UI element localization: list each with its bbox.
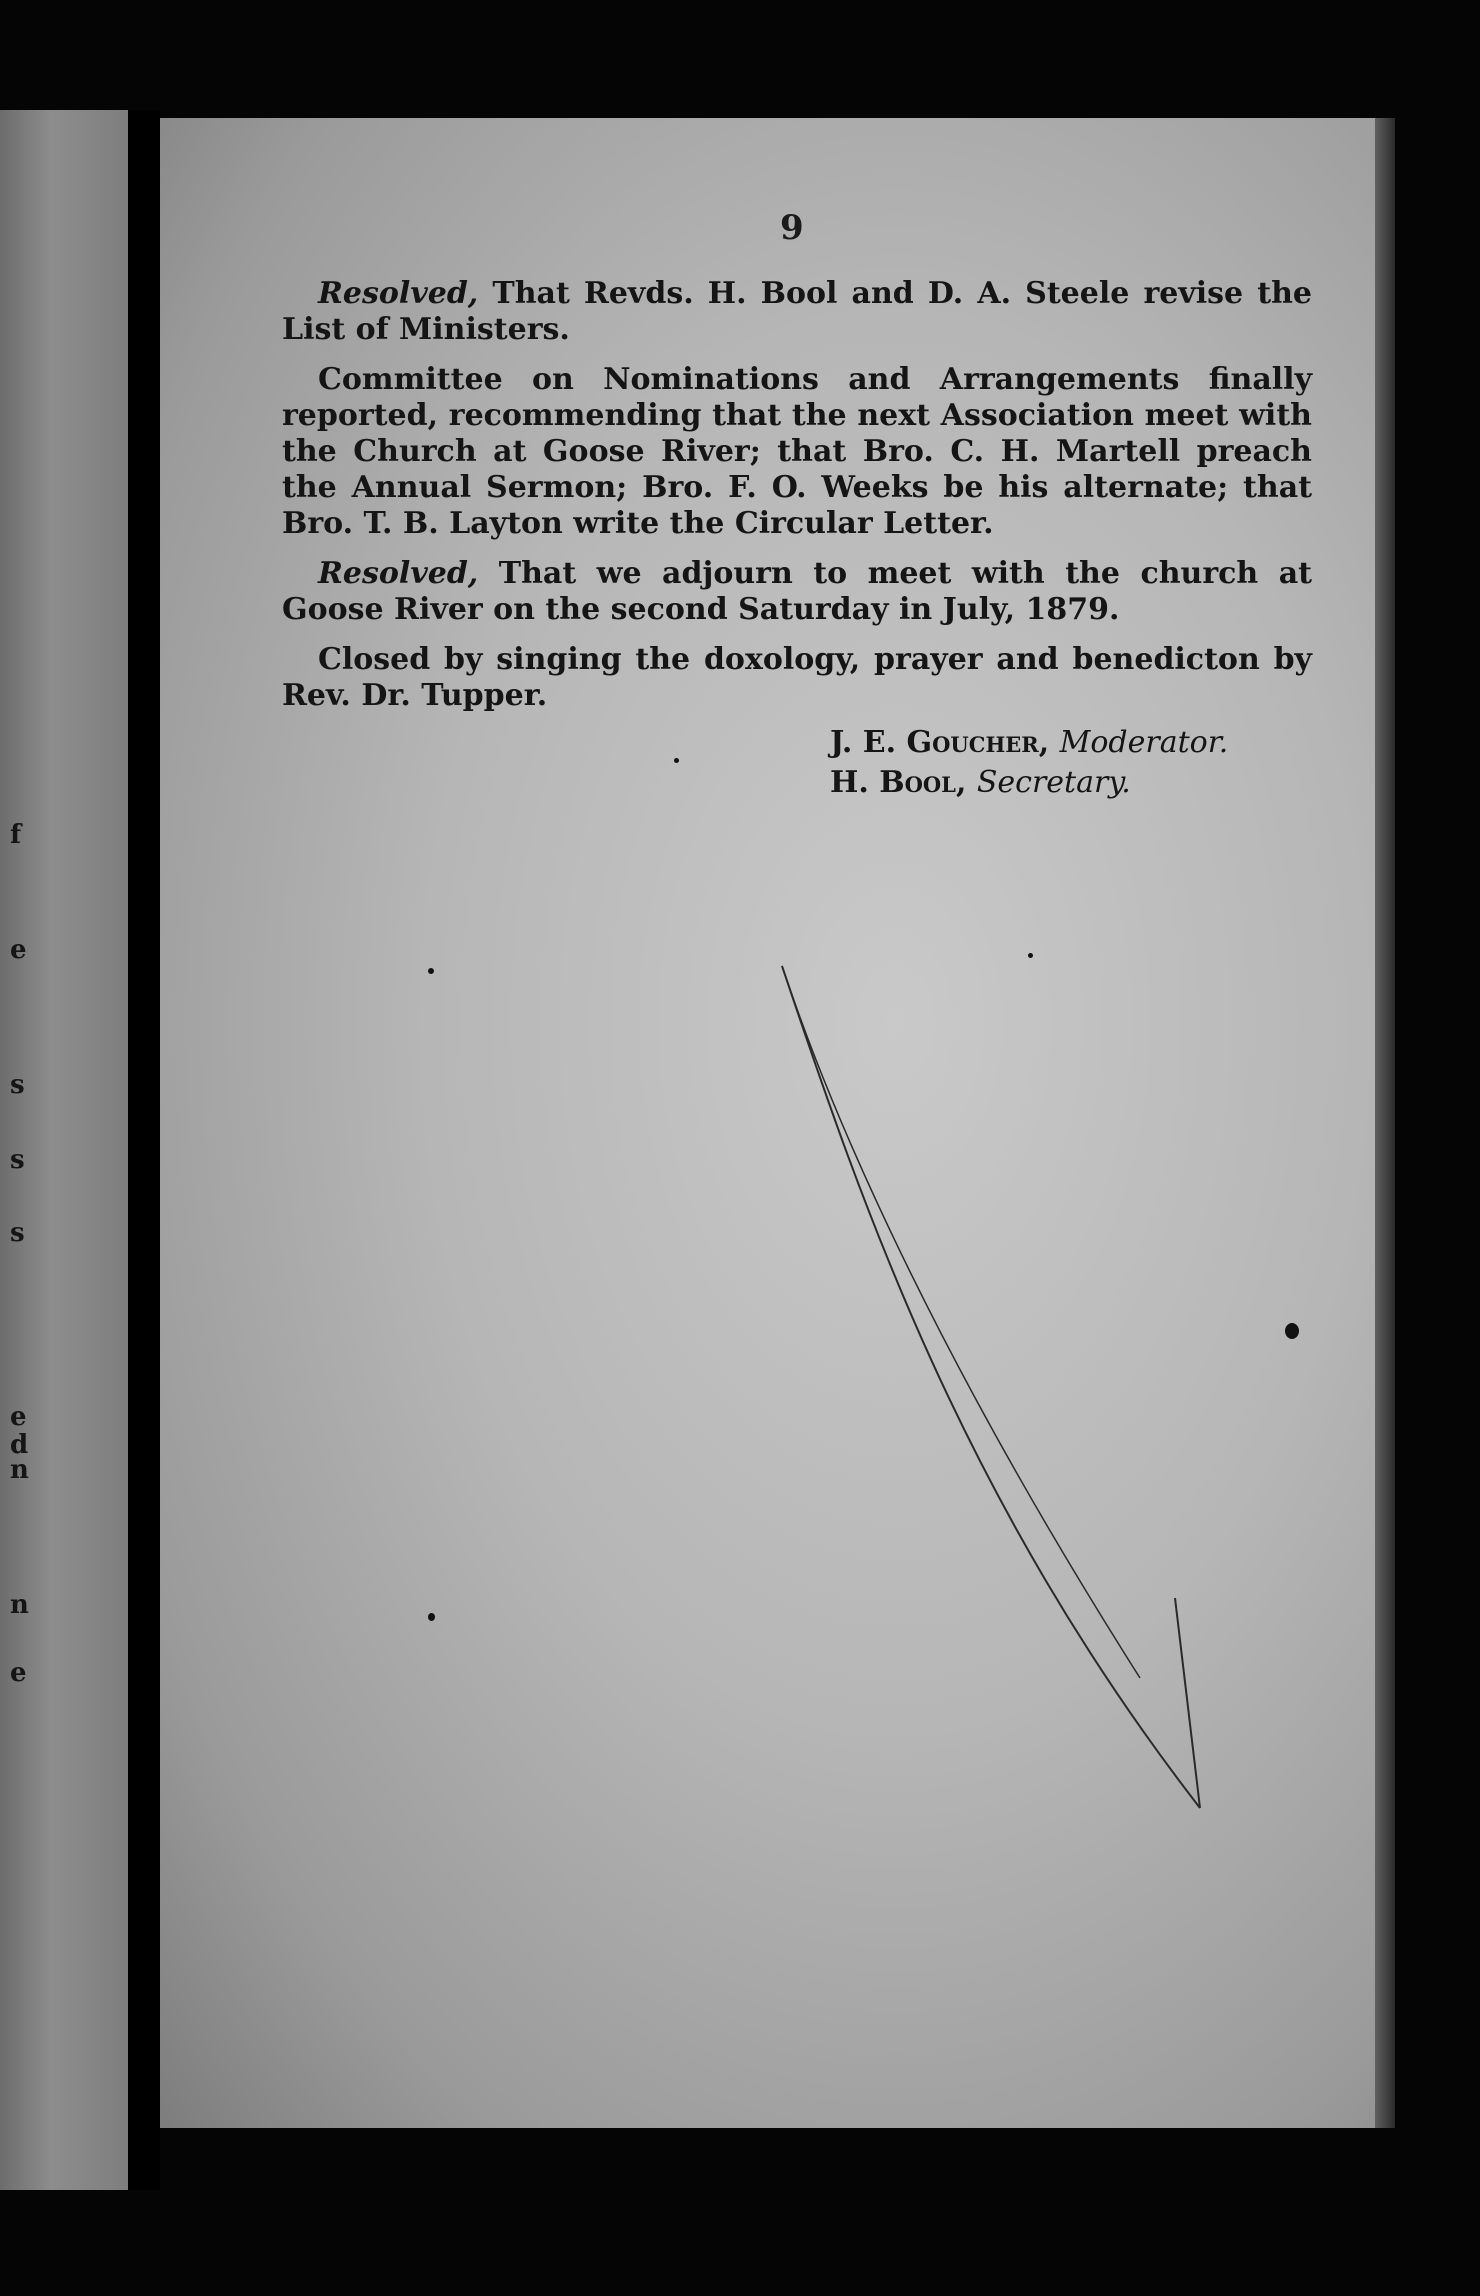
adjacent-page-strip — [0, 110, 128, 2190]
adjacent-page-fragment: f — [10, 820, 22, 850]
adjacent-page-fragment: s — [10, 1218, 25, 1248]
paragraph-text: Closed by singing the doxology, prayer and benedicton by Rev. Dr. Tupper. — [282, 642, 1312, 713]
paragraph-text: That we adjourn to meet with the church at Goose River on the second Saturday in July, 1879. — [282, 556, 1312, 627]
document-page — [160, 118, 1385, 2128]
page-edge — [1375, 118, 1395, 2128]
ink-speck — [674, 758, 679, 763]
page-number: 9 — [780, 208, 804, 248]
signatory-title: Secretary. — [976, 765, 1131, 800]
adjacent-page-fragment: e — [10, 935, 27, 965]
adjacent-page-fragment: n — [10, 1455, 29, 1485]
signatory-title: Moderator. — [1059, 725, 1229, 760]
paragraph-text: Committee on Nominations and Arrangements finally reported, recommending that the next Association meet with the Church at Goose River; that Bro. C. H. Martell preach the Annual Sermon; Bro. F. O. Weeks be his alternate; that Bro. T. B. Layton write the Circular Letter. — [282, 362, 1312, 541]
paragraph-text: That Revds. H. Bool and D. A. Steele revise the List of Ministers. — [282, 276, 1312, 347]
adjacent-page-fragment: d — [10, 1430, 29, 1460]
adjacent-page-fragment: e — [10, 1658, 27, 1688]
adjacent-page-fragment: s — [10, 1145, 25, 1175]
adjacent-page-fragment: s — [10, 1070, 25, 1100]
adjacent-page-fragment: e — [10, 1402, 27, 1432]
signatory-name: H. Bool, — [830, 765, 967, 800]
adjacent-page-fragment: n — [10, 1590, 29, 1620]
pencil-stroke-mark — [160, 118, 1385, 2128]
paragraph-lead: Resolved, — [318, 276, 479, 311]
paragraph-lead: Resolved, — [318, 556, 479, 591]
page-gutter — [128, 110, 160, 2190]
ink-speck — [1285, 1323, 1299, 1339]
signatory-name: J. E. Goucher, — [830, 725, 1050, 760]
ink-speck — [1028, 953, 1033, 958]
ink-speck — [428, 1613, 435, 1621]
ink-speck — [428, 968, 434, 974]
